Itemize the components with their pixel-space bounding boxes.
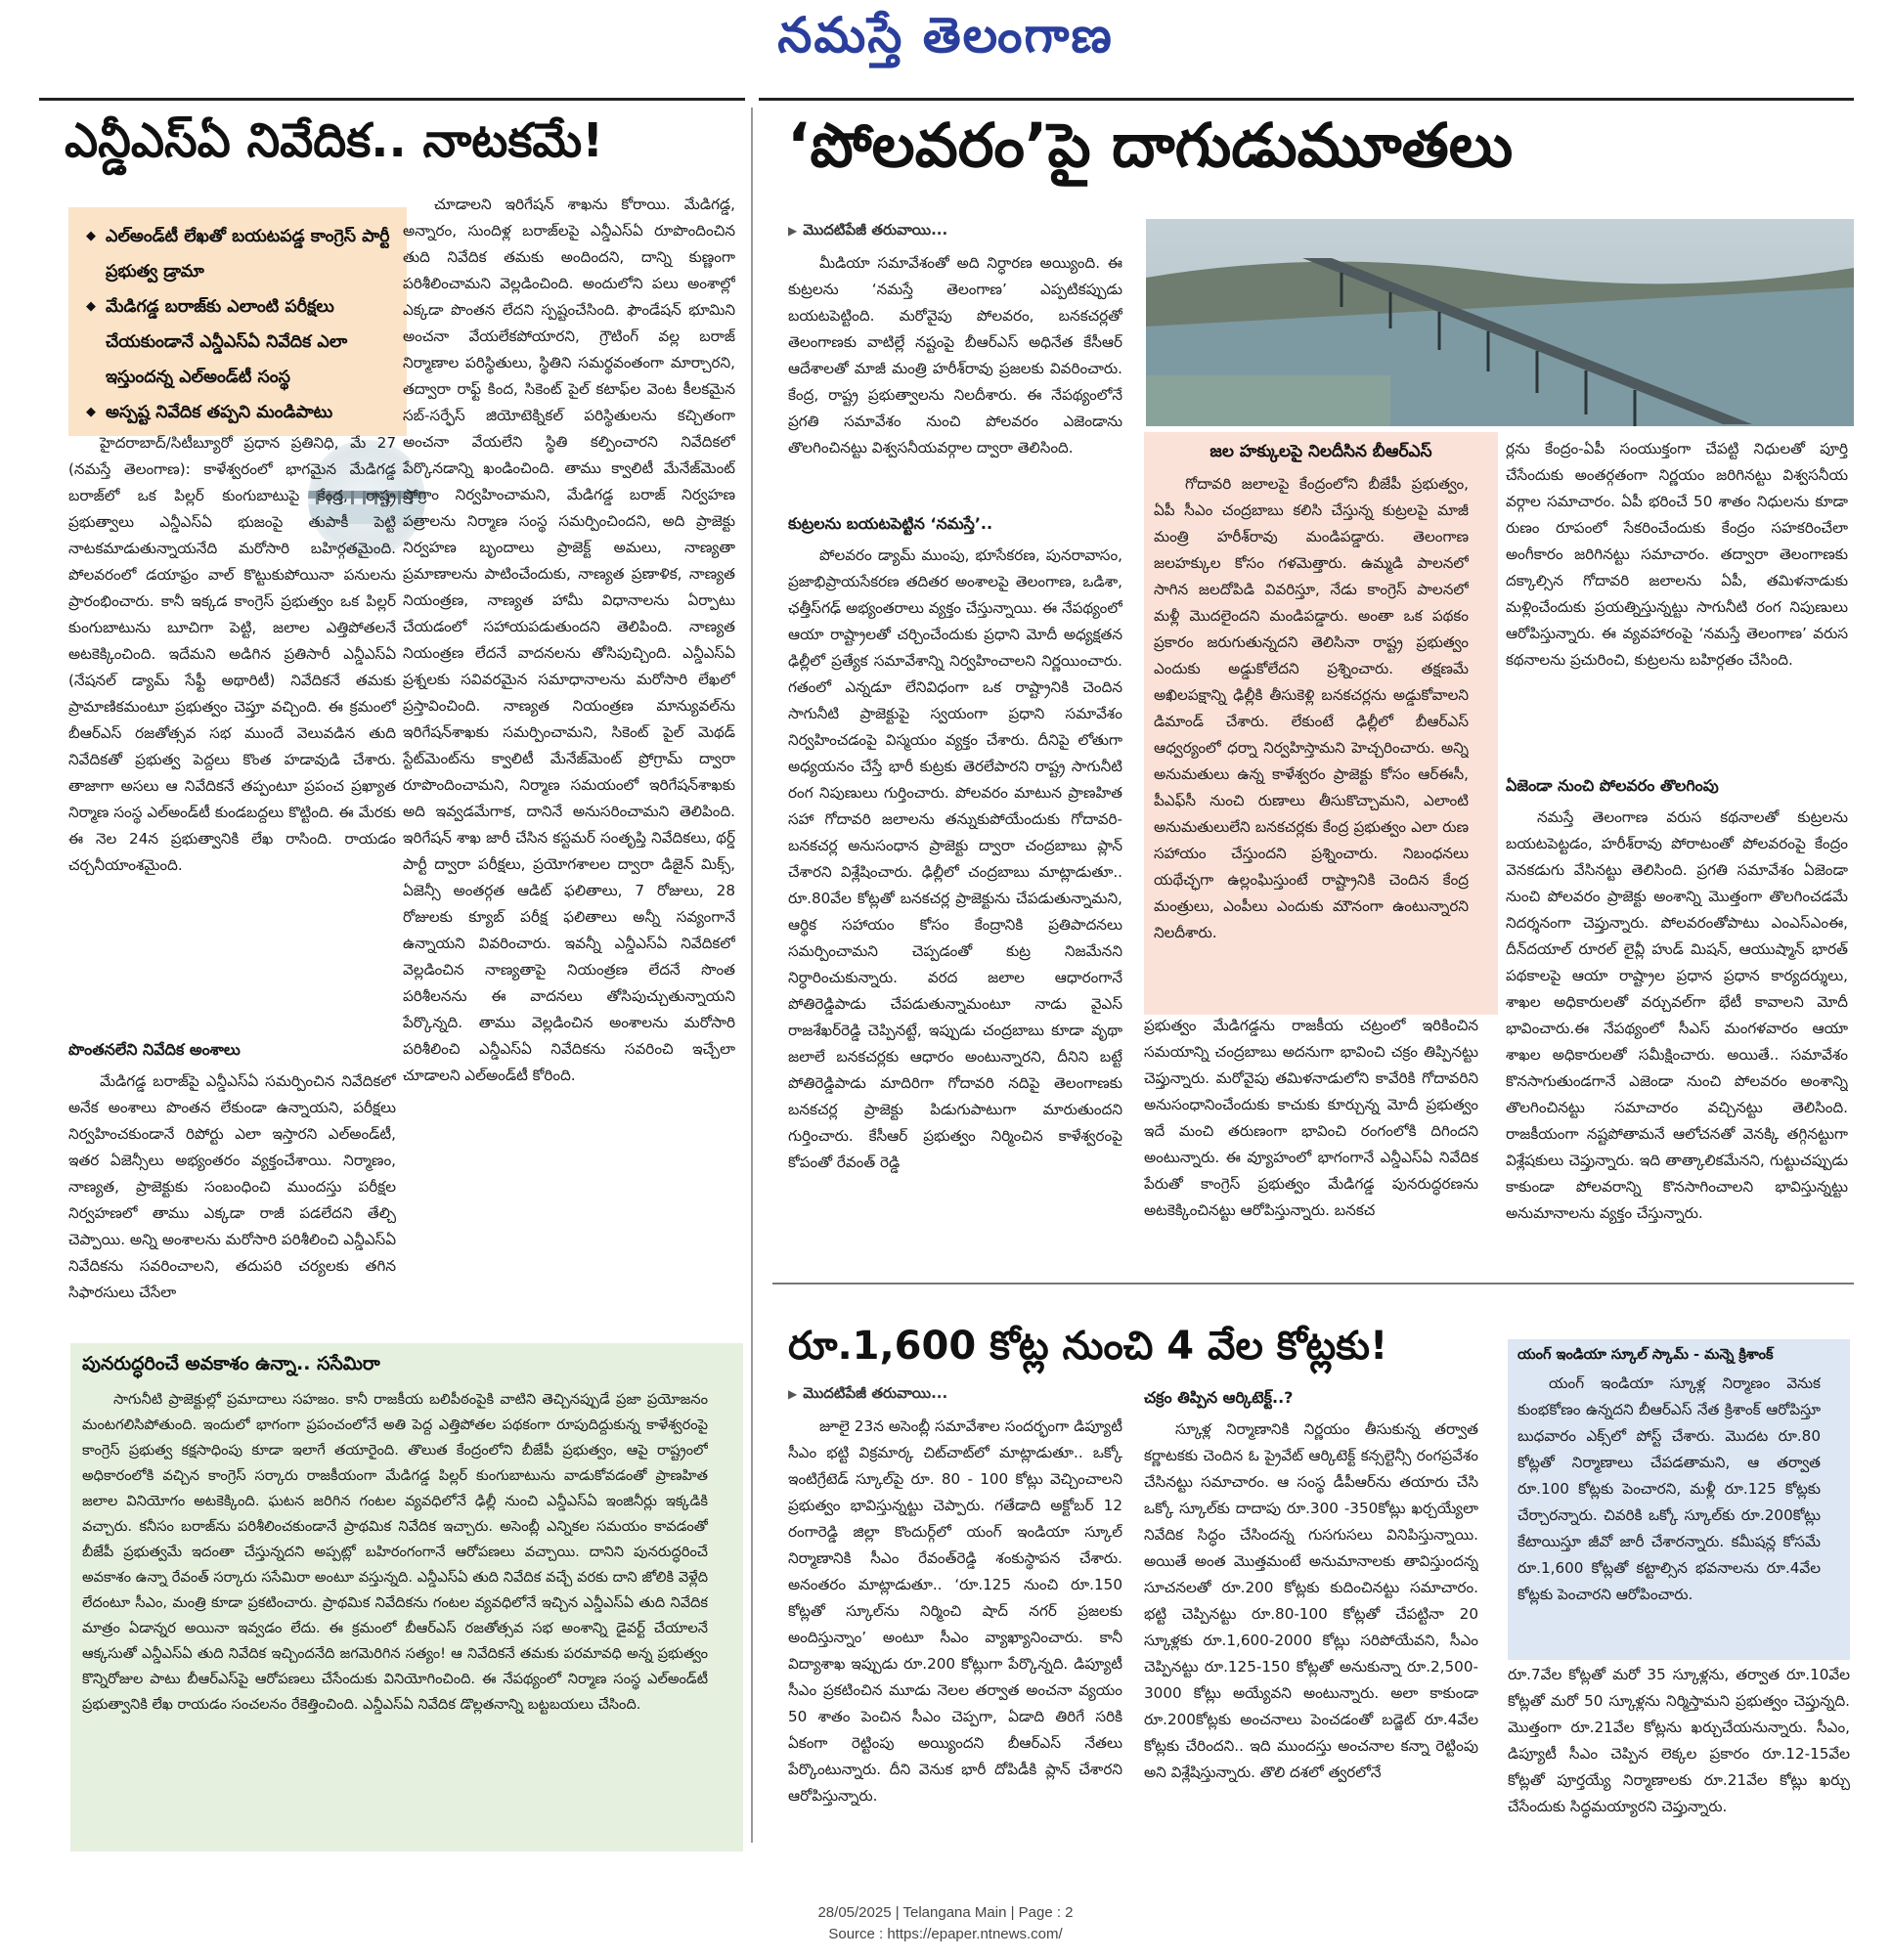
left-subhead: పొంతనలేని నివేదిక అంశాలు [68,1040,241,1059]
crore-headline: రూ.1,600 కోట్ల నుంచి 4 వేల కోట్లకు! [788,1324,1388,1369]
divider-main [751,108,753,1843]
continued-text: మొదటిపేజీ తరువాయి... [803,221,948,239]
crore-col-3 [1508,1662,1850,1848]
crore-col-1 [788,1414,1122,1848]
paragraph: ర్లను కేంద్రం-ఏపీ సంయుక్తంగా చేపట్టి నిధులతో పూర్తి చేసేందుకు అంతర్గతంగా నిర్ణయం జరిగినట్టు విశ్వసనీయ వర్గాల సమాచారం. ఏపీ భరించే 50 శాతం నిధులను కూడా రుణం రూపంలో సేకరించేందుకు కేంద్రం సహకరించేలా అంగీకారం జరిగినట్టు సమాచారం. తద్వారా తెలంగాణకు దక్కాల్సిన గోదావరి జలాలను ఏపీ, తమిళనాడుకు మళ్లించేందుకు ప్రయత్నిస్తున్నట్టు సాగునీటి రంగ నిపుణులు ఆరోపిస్తున్నారు. ఈ వ్యవహారంపై ‘నమస్తే తెలంగాణ’ వరుస కథనాలను ప్రచురించి, కుట్రలను బహిర్గతం చేసింది. [1506,440,1848,669]
masthead: నమస్తే తెలంగాణ [777,6,1114,64]
crore-continued-label [788,1384,947,1406]
footer-date: 28/05/2025 | Telangana Main | Page : 2 [817,1904,1074,1921]
polavaram-continued-label [788,221,947,242]
paragraph: మేడిగడ్డ బరాజ్‌పై ఎన్డీఎస్‌ఏ సమర్పించిన నివేదికలో అనేక అంశాలు పొంతన లేకుండా ఉన్నాయని, పరీక్షలు నిర్వహించకుండానే రిపోర్టు ఎలా ఇస్తారని ఎల్‌అండ్‌టీ, ఇతర ఏజెన్సీలు అభ్యంతరం వ్యక్తంచేశాయి. నిర్మాణం, నాణ్యత, ప్రాజెక్టుకు సంబంధించి ముందస్తు పరీక్షల నిర్వహణలో తాము ఎక్కడా రాజీ పడలేదని తేల్చి చెప్పాయి. అన్ని అంశాలను మరోసారి పరిశీలించి ఎన్డీఎస్‌ఏ నివేదికను సవరించాలని, తదుపరి చర్యలకు తగిన సిఫారసులు చేసేలా [68,1072,396,1301]
paragraph: చూడాలని ఇరిగేషన్‌ శాఖను కోరాయి. మేడిగడ్డ, అన్నారం, సుందిళ్ల బరాజ్‌లపై ఎన్డీఎస్‌ఏ రూపొందించిన తుది నివేదిక తమకు అందిందని, దాన్ని కుణ్ణంగా పరిశీలించామని వెల్లడించింది. అందులోని పలు అంశాల్లో ఎక్కడా పొంతన లేదని స్పష్టంచేసింది. ఫౌండేషన్‌ భూమిని అంచనా వేయలేకపోయారని, గ్రౌటింగ్‌ వల్ల బరాజ్‌ నిర్మాణాల పరిస్థితులు, స్థితిని సమర్థవంతంగా మార్చారని, తద్వారా రాఫ్ట్‌ కింద, సికెంట్‌ పైల్‌ కటాఫ్‌ల వెంట కీలకమైన సబ్‌-సర్ఫేస్‌ జియోటెక్నికల్‌ పరిస్థితులను కచ్చితంగా అంచనా వేయలేని స్థితి కల్పించారని నివేదికలో పేర్కొనడాన్ని ఖండించింది. తాము క్వాలిటీ మేనేజ్‌మెంట్‌ ప్రోగ్రాం నిర్వహించామని, మేడిగడ్డ బరాజ్‌ నిర్వహణ పత్రాలను నిర్మాణ సంస్థ సమర్పించిందని, అది ప్రాజెక్టు నిర్వహణ బృందాలు ప్రాజెక్ట్‌ అమలు, నాణ్యతా ప్రమాణాలను పాటించేందుకు, నాణ్యత ప్రణాళిక, నాణ్యత నియంత్రణ, నాణ్యత హామీ విధానాలను ఏర్పాటు చేయడంలో సహాయపడుతుందని తెలిపింది. నాణ్యత నియంత్రణ లేదనే వాదనలను తోసిపుచ్చింది. ఎన్డీఎస్‌ఏ ప్రశ్నలకు సవివరమైన సమాధానాలను మరోసారి లేఖలో ప్రస్తావించింది. నాణ్యత నియంత్రణ మాన్యువల్‌ను ఇరిగేషన్‌శాఖకు సమర్పించామని, సికెంట్‌ పైల్‌ మెథడ్‌ స్టేట్‌మెంట్‌ను క్వాలిటీ మేనేజ్‌మెంట్‌ ప్రోగ్రామ్‌ ద్వారా రూపొందించామని, నిర్మాణ సమయంలో ఇరిగేషన్‌శాఖకు అది ఇవ్వడమేగాక, దానినే అనుసరించామని తెలిపింది. ఇరిగేషన్‌ శాఖ జారీ చేసిన కస్టమర్‌ సంతృప్తి నివేదికలు, థర్డ్‌ పార్టీ ద్వారా పరీక్షలు, ప్రయోగశాలల ద్వారా డిజైన్‌ మిక్స్‌, ఏజెన్సీ అంతర్గత ఆడిట్‌ ఫలితాలు, 7 రోజులు, 28 రోజులకు క్యూబ్‌ పరీక్ష ఫలితాలు అన్నీ సవ్యంగానే ఉన్నాయని వివరించారు. ఇవన్నీ ఎన్డీఎస్‌ఏ నివేదికలో వెల్లడించిన నాణ్యతాపై నియంత్రణ లేదనే సొంత పరిశీలనను ఈ వాదనలు తోసిపుచ్చుతున్నాయని పేర్కొన్నది. తాము వెల్లడించిన అంశాలను మరోసారి పరిశీలించి ఎన్డీఎస్‌ఏ నివేదికను సవరించి ఇచ్చేలా చూడాలని ఎల్‌అండ్‌టీ కోరింది. [403,196,735,1084]
polavaram-photo [1146,219,1854,426]
paragraph: రూ.7వేల కోట్లతో మరో 35 స్కూళ్లను, తర్వాత రూ.10వేల కోట్లతో మరో 50 స్కూళ్లను నిర్మిస్తామని ప్రభుత్వం చెప్తున్నది. మొత్తంగా రూ.21వేల కోట్లను ఖర్చుచేయనున్నారు. సీఎం, డిప్యూటీ సీఎం చెప్పిన లెక్కల ప్రకారం రూ.12-15వేల కోట్లతో పూర్తయ్యే నిర్మాణాలకు రూ.21వేల కోట్లు ఖర్చు చేసేందుకు సిద్ధమయ్యారని చెప్తున్నారు. [1508,1666,1850,1815]
polavaram-col-3b [1506,762,1848,1277]
polavaram-col-1 [788,250,1122,495]
polavaram-box-text: గోదావరి జలాలపై కేంద్రంలోని బీజేపీ ప్రభుత్వం, ఏపీ సీఎం చంద్రబాబు కలిసి చేస్తున్న కుట్రలపై మాజీ మంత్రి హరీశ్‌రావు మండిపడ్డారు. తెలంగాణ జలహక్కుల కోసం గళమెత్తారు. ఉమ్మడి పాలనలో సాగిన జలదోపిడి వివరిస్తూ, నేడు కాంగ్రెస్‌ పాలనలో మళ్లీ మొదలైందని మండిపడ్డారు. అంతా ఒక పథకం ప్రకారం జరుగుతున్నదని తెలిసినా రాష్ట్ర ప్రభుత్వం ఎందుకు అడ్డుకోలేదని ప్రశ్నించారు. తక్షణమే అఖిలపక్షాన్ని ఢిల్లీకి తీసుకెళ్లి బనకచర్లను అడ్డుకోవాలని డిమాండ్‌ చేశారు. లేకుంటే ఢిల్లీలో బీఆర్‌ఎస్‌ ఆధ్వర్యంలో ధర్నా నిర్వహిస్తామని హెచ్చరించారు. అన్ని అనుమతులు ఉన్న కాళేశ్వరం ప్రాజెక్టు కోసం ఆర్‌ఈసీ, పీఎఫ్‌సీ నుంచి రుణాలు తీసుకొచ్చామని, ఎలాంటి అనుమతులులేని బనకచర్లకు కేంద్ర ప్రభుత్వం ఎలా రుణ సహాయం చేస్తుందని ప్రశ్నించారు. నిబంధనలు యథేచ్ఛగా ఉల్లంఘిస్తుంటే రాష్ట్రానికి చెందిన కేంద్ర మంత్రులు, ఎంపీలు ఎందుకు మౌనంగా ఉంటున్నారని నిలదీశారు. [1154,475,1469,941]
highlight-item: ◆ అస్పష్ట నివేదిక తప్పని మండిపాటు [86,395,393,430]
paragraph: జూలై 23న అసెంబ్లీ సమావేశాల సందర్భంగా డిప్యూటీ సీఎం భట్టి విక్రమార్క చిట్‌చాట్‌లో మాట్లాడుతూ.. ఒక్కో ఇంటిగ్రేటెడ్‌ స్కూల్‌పై రూ. 80 - 100 కోట్లు వెచ్చించాలని ప్రభుత్వం భావిస్తున్నట్టు చెప్పారు. గతేడాది అక్టోబర్‌ 12 రంగారెడ్డి జిల్లా కొందుర్గ్‌లో యంగ్‌ ఇండియా స్కూల్‌ నిర్మాణానికి సీఎం రేవంత్‌రెడ్డి శంకుస్థాపన చేశారు. అనంతరం మాట్లాడుతూ.. ‘రూ.125 నుంచి రూ.150 కోట్లతో స్కూల్‌ను నిర్మించి షాద్‌ నగర్‌ ప్రజలకు అందిస్తున్నాం’ అంటూ సీఎం వ్యాఖ్యానించారు. కానీ విద్యాశాఖ ఇప్పుడు రూ.200 కోట్లుగా పేర్కొన్నది. డిప్యూటీ సీఎం ప్రకటించిన మూడు నెలల తర్వాత అంచనా వ్యయం 50 శాతం పెంచిన సీఎం చెప్పగా, ఏడాది తిరిగే సరికి ఏకంగా రెట్టింపు అయ్యిందని బీఆర్‌ఎస్‌ నేతలు పేర్కొంటున్నారు. దీని వెనుక భారీ దోపిడీకి ప్లాన్‌ చేశారని ఆరోపిస్తున్నారు. [788,1417,1122,1805]
triangle-icon: ▶ [788,1387,798,1401]
paragraph: పోలవరం డ్యామ్‌ ముంపు, భూసేకరణ, పునరావాసం, ప్రజాభిప్రాయసేకరణ తదితర అంశాలపై తెలంగాణ, ఒడిశా, ఛత్తీస్‌గఢ్‌ అభ్యంతరాలు వ్యక్తం చేస్తున్నాయి. ఈ నేపథ్యంలో ఆయా రాష్ట్రాలతో చర్చించేందుకు ప్రధాని మోదీ అధ్యక్షతన ఢిల్లీలో ప్రత్యేక సమావేశాన్ని నిర్వహించాలని నిర్ణయించారు. గతంలో ఎన్నడూ లేనివిధంగా ఒక రాష్ట్రానికి చెందిన సాగునీటి ప్రాజెక్టుపై స్వయంగా ప్రధాని సమావేశం నిర్వహించడంపై విస్మయం వ్యక్తం చేశారు. దీనిపై లోతుగా అధ్యయనం చేస్తే భారీ కుట్రకు తెరలేపారని రాష్ట్ర సాగునీటి రంగ నిపుణులు గుర్తించారు. పోలవరం మాటున ప్రాణహిత సహా గోదావరి జలాలను తన్నుకుపోయేందుకు గోదావరి-బనకచర్ల అనుసంధాన ప్రాజెక్టు ద్వారా చంద్రబాబు ప్లాన్‌ చేశారని విశ్లేషించారు. ఢిల్లీలో చంద్రబాబు మాట్లాడుతూ.. రూ.80వేల కోట్లతో బనకచర్ల ప్రాజెక్టును చేపడుతున్నామని, ఆర్థిక సహాయం కోసం కేంద్రానికి ప్రతిపాదనలు సమర్పించామని చెప్పడంతో కుట్ర నిజమేనని నిర్ధారించుకున్నారు. వరద జలాల ఆధారంగానే పోతిరెడ్డిపాడు చేపడుతున్నామంటూ నాడు వైఎస్‌ రాజశేఖర్‌రెడ్డి చెప్పినట్టే, ఇప్పుడు చంద్రబాబు కూడా వృథా జలాలే బనకచర్లకు ఆధారం అంటున్నారని, దీనిని బట్టే పోతిరెడ్డిపాడు మాదిరిగా గోదావరి నదిపై తెలంగాణకు బనకచర్ల ప్రాజెక్టు పిడుగుపాటుగా మారుతుందని గుర్తించారు. కేసీఆర్‌ ప్రభుత్వం నిర్మించిన కాళేశ్వరంపై కోపంతో రేవంత్‌ రెడ్డి [788,546,1122,1171]
top-rule-right [759,98,1854,101]
paragraph: ప్రభుత్వం మేడిగడ్డను రాజకీయ చట్రంలో ఇరికించిన సమయాన్ని చంద్రబాబు అదనుగా భావించి చక్రం తిప్పినట్టు చెప్తున్నారు. మరోవైపు తమిళనాడులోని కావేరికి గోదావరిని అనుసంధానించేందుకు కాచుకు కూర్చున్న మోదీ ప్రభుత్వం ఇదే మంచి తరుణంగా భావించి రంగంలోకి దిగిందని అంటున్నారు. ఈ వ్యూహంలో భాగంగానే ఎన్డీఎస్‌ఏ నివేదిక పేరుతో కాంగ్రెస్‌ ప్రభుత్వం మేడిగడ్డ పునరుద్ధరణను అటకెక్కించినట్టు ఆరోపిస్తున్నారు. బనకచ [1144,1017,1478,1219]
polavaram-col-2 [1144,1013,1478,1277]
polavaram-col3-subhead: ఏజెండా నుంచి పోలవరం తొలగింపు [1506,776,1719,795]
left-headline: ఎన్డీఎస్‌ఏ నివేదిక.. నాటకమే! [65,113,604,168]
paragraph: మీడియా సమావేశంతో అది నిర్ధారణ అయ్యింది. ఈ కుట్రలను ‘నమస్తే తెలంగాణ’ ఎప్పటికప్పుడు బయటపెట్టింది. మరోవైపు పోలవరం, బనకచర్లతో తెలంగాణకు వాటిల్లే నష్టంపై బీఆర్‌ఎస్‌ అధినేత కేసీఆర్‌ ఆదేశాలతో మాజీ మంత్రి హరీశ్‌రావు ప్రజలకు వివరించారు. కేంద్ర, రాష్ట్ర ప్రభుత్వాలను నిలదీశారు. ఈ నేపథ్యంలోనే ప్రగతి సమావేశం నుంచి పోలవరం ఎజెండాను తొలగించినట్టు విశ్వసనీయవర్గాల ద్వారా తెలిసింది. [788,254,1122,457]
crore-box-text: యంగ్‌ ఇండియా స్కూళ్ల నిర్మాణం వెనుక కుంభకోణం ఉన్నదని బీఆర్‌ఎస్‌ నేత క్రిశాంక్‌ ఆరోపిస్తూ బుధవారం ఎక్స్‌లో పోస్ట్‌ చేశారు. మొదట రూ.80 కోట్లతో నిర్మాణాలు చేపడతామని, ఆ తర్వాత రూ.100 కోట్లకు పెంచారని, మళ్లీ రూ.125 కోట్లకు చేర్చారన్నారు. చివరికి ఒక్కో స్కూల్‌కు రూ.200కోట్లు కేటాయిస్తూ జీవో జారీ చేశారన్నారు. కమీషన్ల కోసమే రూ.1,600 కోట్లతో కట్టాల్సిన భవనాలను రూ.4వేల కోట్లకు పెంచారని ఆరోపించారు. [1517,1374,1821,1603]
left-box-heading: పునరుద్ధరించే అవకాశం ఉన్నా.. ససేమిరా [82,1353,380,1374]
crore-box-heading: యంగ్‌ ఇండియా స్కూల్‌ స్కామ్‌ - మన్నె క్రిశాంక్‌ [1517,1347,1774,1363]
polavaram-headline: ‘పోలవరం’పై దాగుడుమూతలు [787,109,1514,181]
paragraph: హైదరాబాద్‌/సిటీబ్యూరో ప్రధాన ప్రతినిధి, మే 27 (నమస్తే తెలంగాణ): కాళేశ్వరంలో భాగమైన మేడిగడ్డ బరాజ్‌లో ఒక పిల్లర్‌ కుంగుబాటుపై కేంద్ర, రాష్ట్ర ప్రభుత్వాలు ఎన్డీఎస్‌ఏ భుజంపై తుపాకీ పెట్టి నాటకమాడుతున్నాయనేది మరోసారి బహిర్గతమైంది. పోలవరంలో డయాఫ్రం వాల్‌ కొట్టుకుపోయినా పనులను ప్రారంభించారు. కానీ ఇక్కడ కాంగ్రెస్‌ ప్రభుత్వం ఒక పిల్లర్‌ కుంగుబాటును బూచిగా పెట్టి, జలాల ఎత్తిపోతలనే అటకెక్కించింది. ఇదేమని అడిగిన ప్రతిసారీ ఎన్డీఎస్‌ఏ (నేషనల్‌ డ్యామ్‌ సేఫ్టీ అథారిటీ) నివేదికనే తమకు ప్రామాణికమంటూ ప్రభుత్వం చెప్తూ వచ్చింది. ఈ క్రమంలో బీఆర్‌ఎస్‌ రజతోత్సవ సభ ముందే వెలువడిన తుది నివేదికతో ప్రభుత్వ పెద్దలు కొంత హడావుడి చేశారు. తాజాగా అసలు ఆ నివేదికనే తప్పంటూ ప్రపంచ ప్రఖ్యాత నిర్మాణ సంస్థ ఎల్‌అండ్‌టీ కుండబద్దలు కొట్టింది. ఈ మేరకు ఈ నెల 24న ప్రభుత్వానికి లేఖ రాసింది. రాయడం చర్చనీయాంశమైంది. [68,434,396,874]
footer-source: Source : https://epaper.ntnews.com/ [828,1926,1063,1942]
crore-box [1508,1339,1850,1660]
left-col-1 [68,430,396,1007]
crore-subhead: చక్రం తిప్పిన ఆర్కిటెక్ట్‌..? [1144,1388,1294,1407]
dam-photo-icon [1146,219,1854,426]
left-box-text: సాగునీటి ప్రాజెక్టుల్లో ప్రమాదాలు సహజం. కానీ రాజకీయ బలిపీఠంపైకి వాటిని తెచ్చినప్పుడే ప్రజా ప్రయోజనం మంటగలిసిపోతుంది. ఇందులో భాగంగా ప్రపంచంలోనే అతి పెద్ద ఎత్తిపోతల పథకంగా రూపుదిద్దుకున్న కాళేశ్వరంపై కాంగ్రెస్‌ ప్రభుత్వ కక్షసాధింపు కూడా ఇలాగే తయారైంది. తొలుత కేంద్రంలోని బీజేపీ ప్రభుత్వం, ఆపై రాష్ట్రంలో అధికారంలోకి వచ్చిన కాంగ్రెస్‌ సర్కారు రాజకీయంగా మేడిగడ్డ పిల్లర్‌ కుంగుబాటును వాడుకోవడంతో ప్రాణహిత జలాల వినియోగం అటకెక్కింది. ఘటన జరిగిన గంటల వ్యవధిలోనే ఢిల్లీ నుంచి ఎన్డీఎస్‌ఏ ఇంజినీర్లు ఇక్కడికి వచ్చారు. కనీసం బరాజ్‌ను పరిశీలించకుండానే ప్రాథమిక నివేదిక ఇచ్చారు. అసెంబ్లీ ఎన్నికల సమయం కావడంతో బీజేపీ ప్రభుత్వమే ఇదంతా చేస్తున్నదని అప్పట్లో బహిరంగంగానే ఆరోపణలు వచ్చాయి. దానిని పునరుద్ధరించే అవకాశం ఉన్నా రేవంత్‌ సర్కారు ససేమిరా అంటూ వస్తున్నది. ఎన్డీఎస్‌ఏ తుది నివేదిక వచ్చే వరకు దాని జోలికి వెళ్లేది లేదంటూ సీఎం, మంత్రి కూడా ప్రకటించారు. ప్రాథమిక నివేదికను గంటల వ్యవధిలోనే ఇచ్చిన ఎన్డీఎస్‌ఏ తుది నివేదిక మాత్రం ఏడాన్నర అయినా ఇవ్వడం లేదు. ఈ క్రమంలో బీఆర్‌ఎస్‌ రజతోత్సవ సభ అంశాన్ని డైవర్ట్‌ చేయాలనే ఆక్కసుతో ఎన్డీఎస్‌ఏ తుది నివేదిక ఇచ్చిందనేది జగమెరిగిన సత్యం! ఆ నివేదికనే తమకు పరమావధి అన్న ప్రభుత్వం కొన్నిరోజుల పాటు బీఆర్‌ఎస్‌పై ఆరోపణలు చేసేందుకు వినియోగించింది. ఈ నేపథ్యంలో నిర్మాణ సంస్థ ఎల్‌అండ్‌టీ ప్రభుత్వానికి లేఖ రాయడం సంచలనం రేకెత్తించింది. ఎన్డీఎస్‌ఏ నివేదిక డొల్లతనాన్ని బట్టబయలు చేసింది. [82,1391,708,1713]
left-col-2 [403,192,735,1337]
highlights-box [68,207,407,436]
polavaram-box [1144,432,1498,1015]
crore-col-2 [1144,1384,1478,1848]
polavaram-box-heading: జల హక్కులపై నిలదీసిన బీఆర్‌ఎస్‌ [1209,442,1432,461]
polavaram-subhead: కుట్రలను బయటపెట్టిన ‘నమస్తే’.. [788,514,993,533]
triangle-icon: ▶ [788,224,798,238]
paragraph: నమస్తే తెలంగాణ వరుస కథనాలతో కుట్రలను బయటపెట్టడం, హరీశ్‌రావు పోరాటంతో పోలవరంపై కేంద్రం వెనకడుగు వేసినట్టు తెలిసింది. ప్రగతి సమావేశం ఏజెండా నుంచి పోలవరం ప్రాజెక్టు అంశాన్ని మొత్తంగా తొలగించడమే నిదర్శనంగా చెప్తున్నారు. పోలవరంతోపాటు ఎంఎస్‌ఎంఈ, దీన్‌దయాల్‌ రూరల్‌ లైవ్లీ హుడ్‌ మిషన్‌, ఆయుష్మాన్‌ భారత్‌ పథకాలపై ఆయా రాష్ట్రాల ప్రధాన ప్రధాన కార్యదర్శులు, శాఖల అధికారులతో వర్చువల్‌గా భేటీ కావాలని మోదీ భావించారు.ఈ నేపథ్యంలో సీఎస్‌ మంగళవారం ఆయా శాఖల అధికారులతో సమీక్షించారు. అయితే.. సమావేశం కొనసాగుతుండగానే ఎజెండా నుంచి పోలవరం అంశాన్ని తొలగించినట్టు సమాచారం వచ్చినట్టు తెలిసింది. రాజకీయంగా నష్టపోతామనే ఆలోచనతో వెనక్కి తగ్గినట్టుగా విశ్లేషకులు చెప్తున్నారు. ఇది తాత్కాలికమేనని, గుట్టుచప్పుడు కాకుండా పోలవరాన్ని కొనసాగించాలని భావిస్తున్నట్టు అనుమానాలను వ్యక్తం చేస్తున్నారు. [1506,808,1848,1222]
highlight-item: ◆ ఎల్‌అండ్‌టీ లేఖతో బయటపడ్డ కాంగ్రెస్‌ పార్టీ ప్రభుత్వ డ్రామా [86,219,393,289]
paragraph: స్కూళ్ల నిర్మాణానికి నిర్ణయం తీసుకున్న తర్వాత కర్ణాటకకు చెందిన ఓ ప్రైవేట్‌ ఆర్కిటెక్ట్‌ కన్సల్టెన్సీ రంగప్రవేశం చేసినట్టు సమాచారం. ఆ సంస్థ డీపీఆర్‌ను తయారు చేసి ఒక్కో స్కూల్‌కు దాదాపు రూ.300 -350కోట్లు ఖర్చయ్యేలా నివేదిక సిద్ధం చేసిందన్న గుసగుసలు వినిపిస్తున్నాయి. అయితే అంత మొత్తమంటే అనుమానాలకు తావిస్తుందన్న సూచనలతో రూ.200 కోట్లకు కుదించినట్టు సమాచారం. భట్టి చెప్పినట్టు రూ.80-100 కోట్లతో చేపట్టినా 20 స్కూళ్లకు రూ.1,600-2000 కోట్లు సరిపోయేవని, సీఎం చెప్పినట్టు రూ.125-150 కోట్లతో అనుకున్నా రూ.2,500-3000 కోట్లు అయ్యేవని అంటున్నారు. అలా కాకుండా రూ.200కోట్లకు అంచనాలు పెంచడంతో బడ్జెట్‌ రూ.4వేల కోట్లకు చేరిందని.. ఇది ముందస్తు అంచనాల కన్నా రెట్టింపు అని విశ్లేషిస్తున్నారు. తొలి దశలో త్వరలోనే [1144,1420,1478,1781]
top-rule-left [39,98,745,101]
highlight-item: ◆ మేడిగడ్డ బరాజ్‌కు ఎలాంటి పరీక్షలు చేయకుండానే ఎన్డీఎస్‌ఏ నివేదిక ఎలా ఇస్తుందన్న ఎల్‌అండ్‌టీ సంస్థ [86,289,393,395]
continued-text: మొదటిపేజీ తరువాయి... [803,1384,948,1402]
mid-rule [772,1283,1854,1285]
left-col-1b [68,1026,396,1339]
polavaram-col-1b [788,501,1122,1278]
left-box [70,1343,743,1851]
